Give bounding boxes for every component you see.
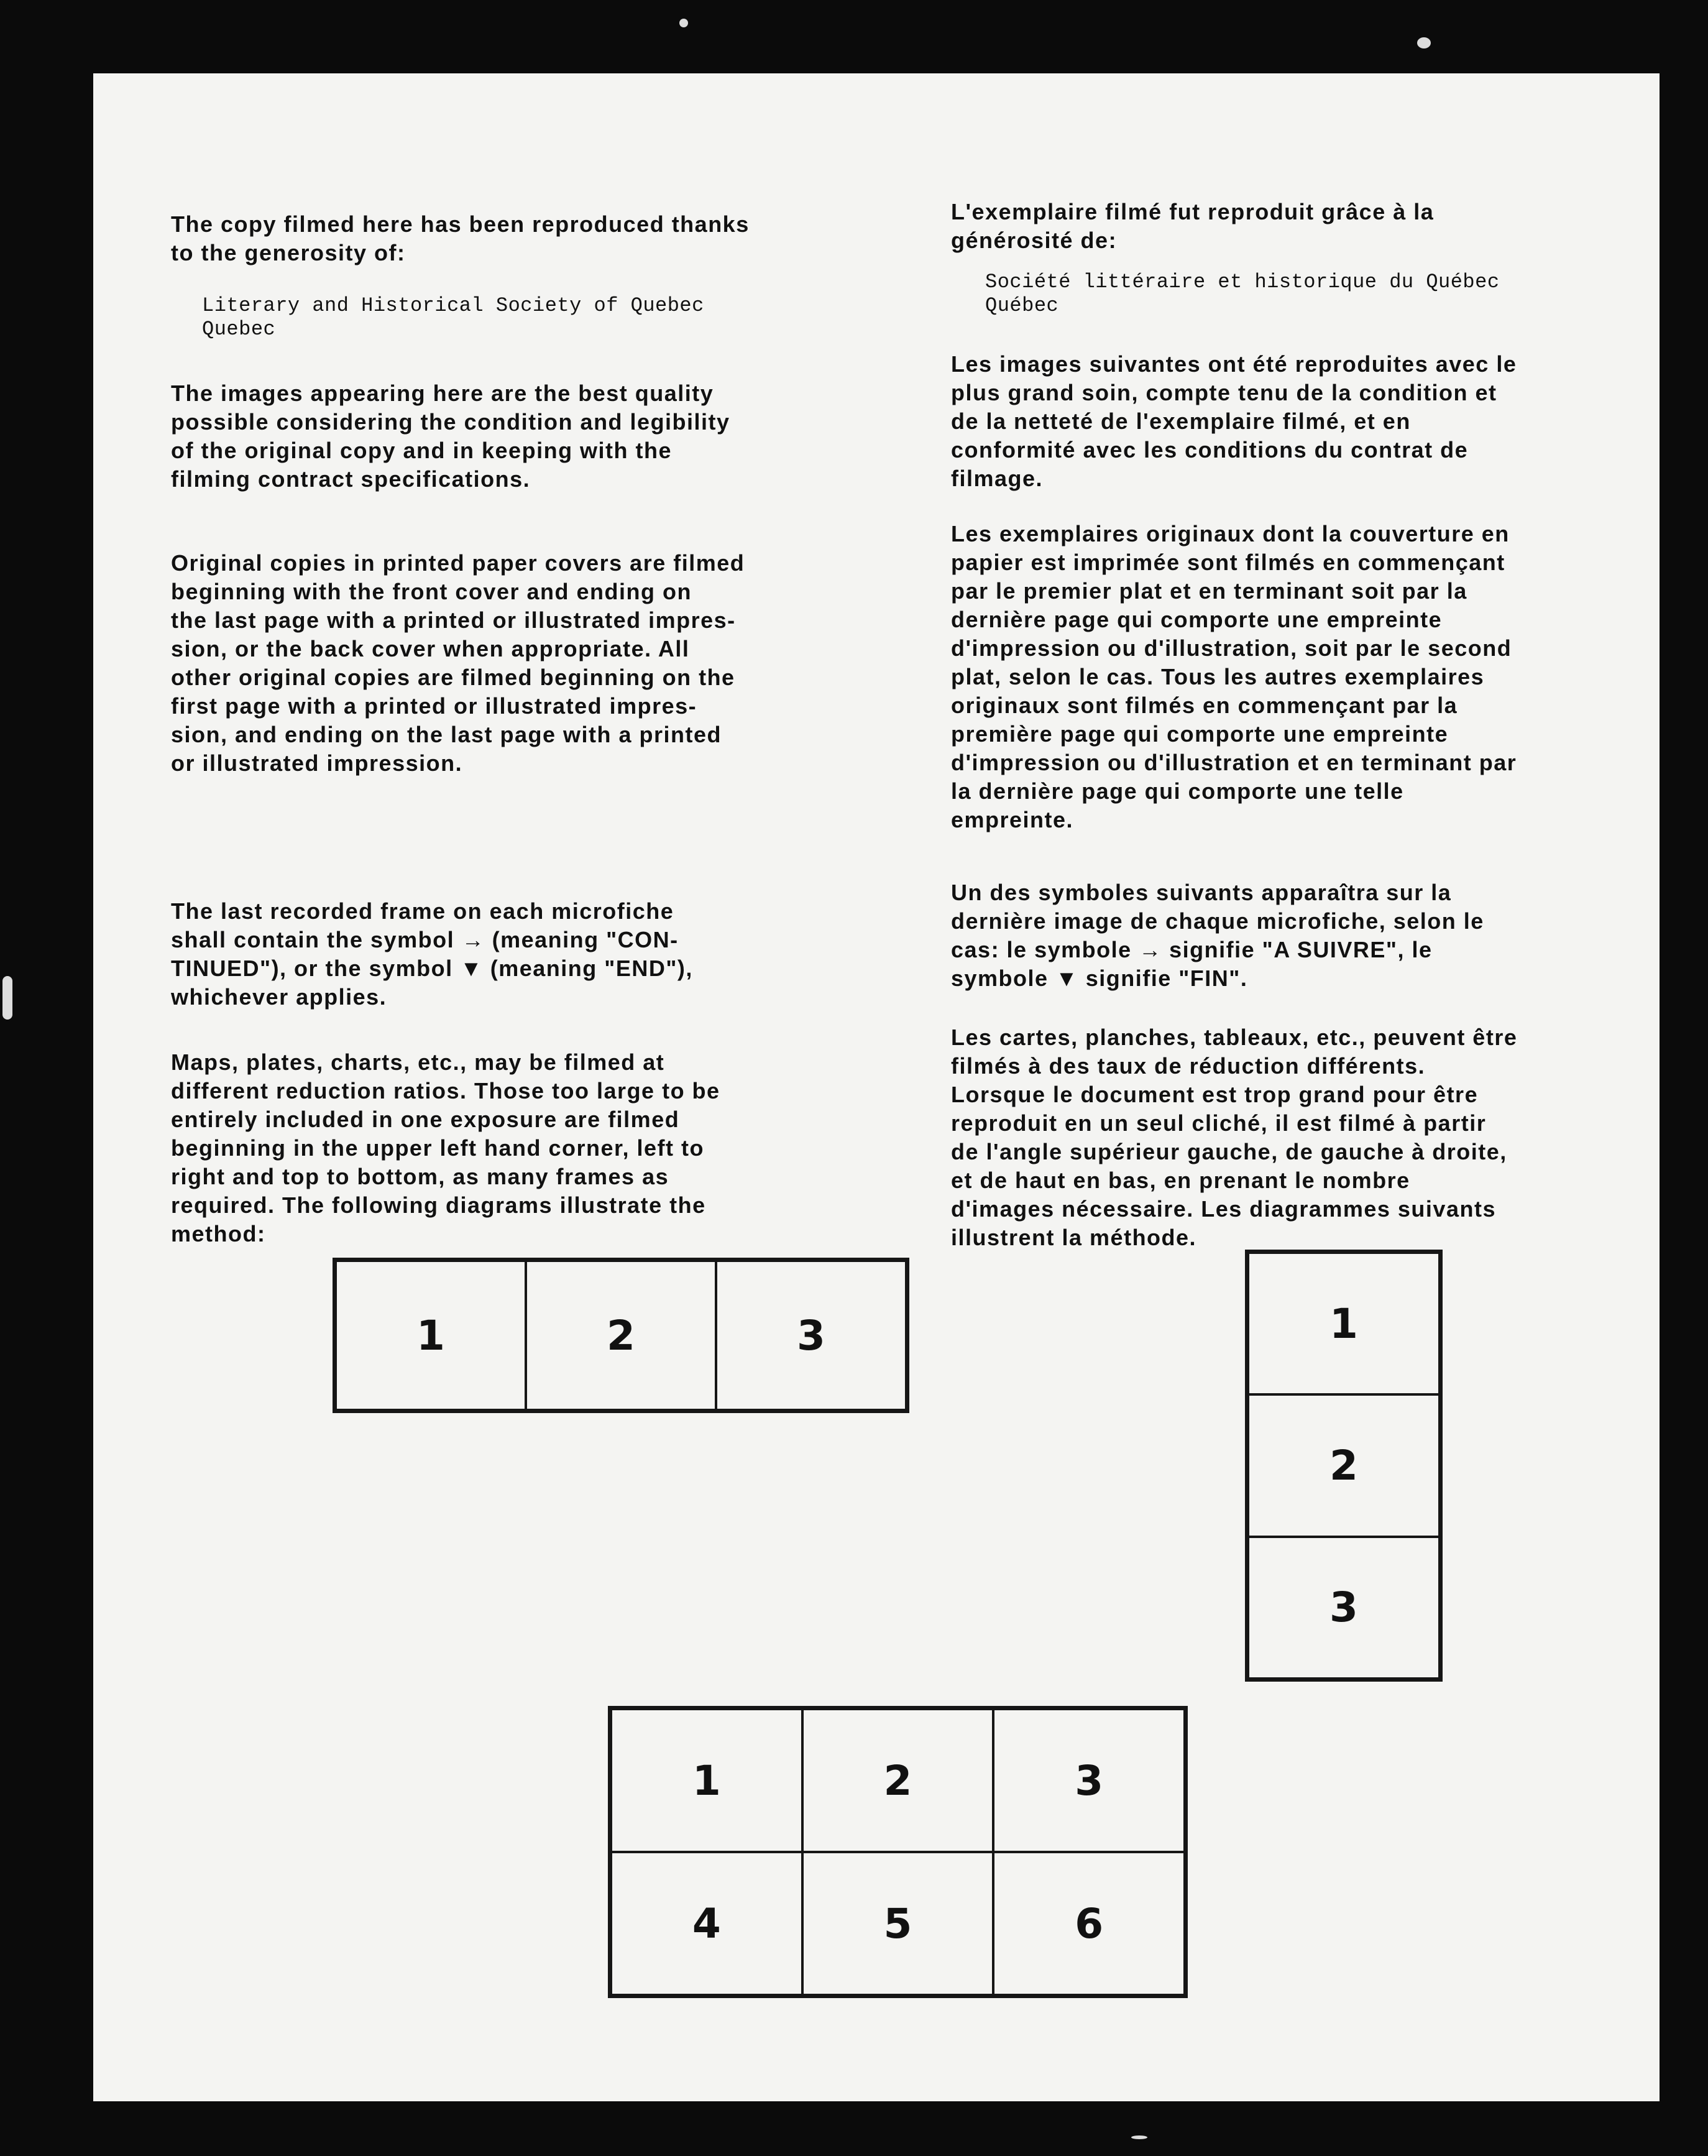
symbols-text-en-part-c: (meaning "END"), whichever applies. bbox=[171, 956, 693, 1010]
symbols-text-en-part-b: (meaning "CON- TINUED"), or the symbol bbox=[171, 927, 679, 981]
symbols-text-fr-part-b: signifie "A SUIVRE", le symbole bbox=[951, 937, 1433, 991]
maps-text-fr: Les cartes, planches, tableaux, etc., peuvent être filmés à des taux de réduction différents. Lorsque le document est trop grand pour être reproduit en un seul cliché, il est filmé à partir de l'angle supérieur gauche, de gauche à droite, et de haut en bas, en prenant le nombre d'images nécessaire. Les diagrammes suivants illustrent la méthode. bbox=[951, 1025, 1518, 1250]
scan-speck bbox=[2, 976, 12, 1020]
thanks-text-fr: L'exemplaire filmé fut reproduit grâce à la générosité de: bbox=[951, 199, 1435, 253]
institution-en: Literary and Historical Society of Quebec Quebec bbox=[202, 294, 704, 341]
continued-arrow-icon: → bbox=[461, 927, 485, 952]
frame-cell: 3 bbox=[1248, 1537, 1439, 1679]
scan-speck bbox=[1417, 37, 1431, 48]
frame-cell: 1 bbox=[336, 1261, 526, 1410]
frame-cell: 4 bbox=[611, 1852, 802, 1995]
diagram-horizontal-strip bbox=[333, 1258, 909, 1413]
originals-text-en: Original copies in printed paper covers are filmed beginning with the front cover and ending on the last page with a printed or illustrated impres- sion, or the back cover when appropriate. All other original copies are filmed beginning on the first page with a printed or illustrated impres- sion, and ending on the last page with a printed or illustrated impression. bbox=[171, 550, 745, 776]
frame-cell: 6 bbox=[993, 1852, 1185, 1995]
symbols-text-fr-part-a: Un des symboles suivants apparaîtra sur la dernière image de chaque microfiche, selon le cas: le symbole bbox=[951, 880, 1484, 962]
quality-text-en: The images appearing here are the best quality possible considering the condition and legibility of the original copy and in keeping with the filming contract specifications. bbox=[171, 380, 730, 492]
symbols-text-en-part-a: The last recorded frame on each microfiche shall contain the symbol bbox=[171, 898, 674, 952]
frame-cell: 5 bbox=[802, 1852, 994, 1995]
institution-fr: Société littéraire et historique du Québec Québec bbox=[985, 270, 1500, 317]
symbols-text-fr-part-c: signifie "FIN". bbox=[1078, 965, 1248, 991]
frame-cell: 1 bbox=[1248, 1253, 1439, 1394]
scan-speck bbox=[679, 19, 688, 27]
scan-speck bbox=[1131, 2135, 1147, 2139]
thanks-text-en: The copy filmed here has been reproduced thanks to the generosity of: bbox=[171, 211, 750, 265]
maps-text-en: Maps, plates, charts, etc., may be filmed at different reduction ratios. Those too large to be entirely included in one exposure are filmed beginning in the upper left hand corner, left to right and top to bottom, as many frames as required. The following diagrams illustrate the method: bbox=[171, 1049, 720, 1246]
originals-text-fr: Les exemplaires originaux dont la couverture en papier est imprimée sont filmés en commençant par le premier plat et en terminant soit par la dernière page qui comporte une empreinte d'impression ou d'illustration, soit par le second plat, selon le cas. Tous les autres exemplaires originaux sont filmés en commençant par la première page qui comporte une empreinte d'impression ou d'illustration et en terminant par la dernière page qui comporte une telle empreinte. bbox=[951, 521, 1517, 832]
frame-cell: 2 bbox=[802, 1709, 994, 1852]
frame-cell: 3 bbox=[993, 1709, 1185, 1852]
microfiche-target-sheet bbox=[93, 73, 1660, 2101]
frame-cell: 2 bbox=[1248, 1394, 1439, 1536]
symbols-text-en bbox=[171, 897, 693, 1011]
frame-cell: 2 bbox=[526, 1261, 716, 1410]
diagram-vertical-strip bbox=[1245, 1250, 1443, 1682]
suivre-arrow-icon: → bbox=[1139, 937, 1162, 962]
quality-text-fr: Les images suivantes ont été reproduites avec le plus grand soin, compte tenu de la condition et de la netteté de l'exemplaire filmé, et en conformité avec les conditions du contrat de filmage. bbox=[951, 351, 1517, 491]
frame-cell: 1 bbox=[611, 1709, 802, 1852]
diagram-grid-2x3 bbox=[608, 1706, 1188, 1998]
end-triangle-icon: ▼ bbox=[460, 956, 484, 981]
fin-triangle-icon: ▼ bbox=[1055, 965, 1079, 991]
symbols-text-fr bbox=[951, 878, 1484, 993]
frame-cell: 3 bbox=[716, 1261, 906, 1410]
